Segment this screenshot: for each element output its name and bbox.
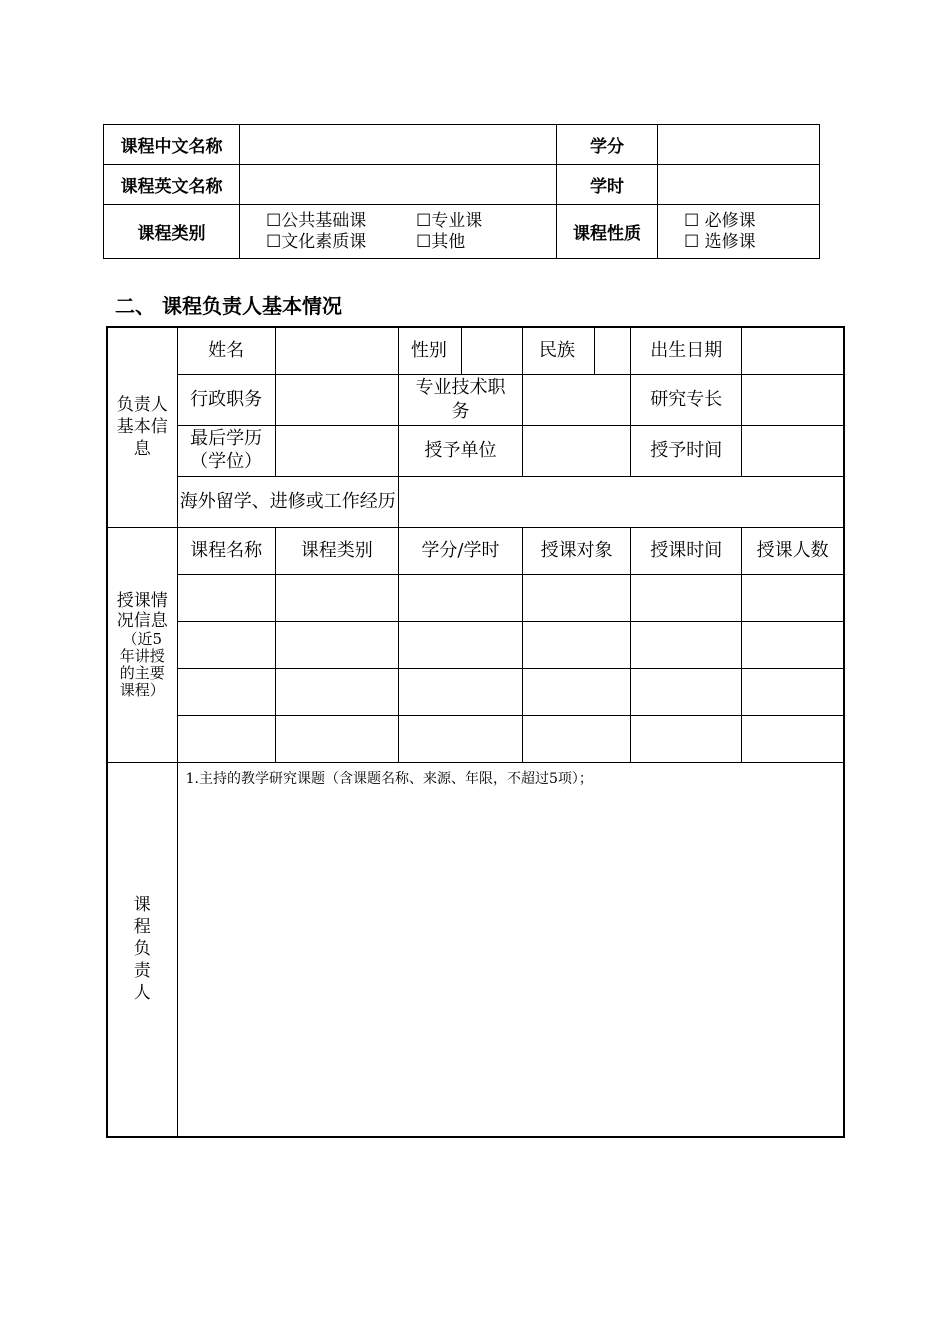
table-row bbox=[107, 715, 844, 762]
table-cell[interactable] bbox=[523, 621, 631, 668]
teaching-info-label: 授课情况信息 （近5年讲授的主要课程） bbox=[107, 527, 177, 762]
table-cell[interactable] bbox=[275, 668, 398, 715]
gender-field[interactable] bbox=[461, 327, 522, 374]
cn-name-label: 课程中文名称 bbox=[104, 125, 240, 165]
cn-name-field[interactable] bbox=[240, 125, 557, 165]
basic-info-label: 负责人基本信息 bbox=[107, 327, 177, 527]
table-cell[interactable] bbox=[398, 715, 522, 762]
leader-label: 课程负责人 bbox=[107, 762, 177, 1137]
birth-label: 出生日期 bbox=[631, 327, 742, 374]
table-cell[interactable] bbox=[742, 668, 844, 715]
checkbox-elective[interactable]: ☐ 选修课 bbox=[684, 231, 756, 252]
checkbox-culture[interactable]: ☐文化素质课 bbox=[266, 231, 367, 252]
table-cell[interactable] bbox=[177, 668, 275, 715]
grant-unit-label: 授予单位 bbox=[398, 425, 522, 476]
table-cell[interactable] bbox=[398, 621, 522, 668]
credit-field[interactable] bbox=[658, 125, 820, 165]
table-cell[interactable] bbox=[631, 668, 742, 715]
en-name-label: 课程英文名称 bbox=[104, 165, 240, 205]
header-course-type: 课程类别 bbox=[275, 527, 398, 574]
grant-time-label: 授予时间 bbox=[631, 425, 742, 476]
table-row bbox=[107, 621, 844, 668]
admin-post-field[interactable] bbox=[275, 374, 398, 425]
table-cell[interactable] bbox=[523, 574, 631, 621]
table-cell[interactable] bbox=[398, 668, 522, 715]
hours-label: 学时 bbox=[557, 165, 658, 205]
grant-unit-field[interactable] bbox=[523, 425, 631, 476]
checkbox-required[interactable]: ☐ 必修课 bbox=[684, 210, 756, 231]
table-cell[interactable] bbox=[523, 715, 631, 762]
degree-field[interactable] bbox=[275, 425, 398, 476]
title-field[interactable] bbox=[523, 374, 631, 425]
specialty-field[interactable] bbox=[742, 374, 844, 425]
table-cell[interactable] bbox=[523, 668, 631, 715]
header-credit-hours: 学分/学时 bbox=[398, 527, 522, 574]
category-label: 课程类别 bbox=[104, 205, 240, 259]
header-course-name: 课程名称 bbox=[177, 527, 275, 574]
credit-label: 学分 bbox=[557, 125, 658, 165]
category-options bbox=[240, 205, 557, 259]
title-label: 专业技术职务 bbox=[398, 374, 522, 425]
section-title: 二、 课程负责人基本情况 bbox=[115, 294, 342, 318]
table-cell[interactable] bbox=[631, 715, 742, 762]
table-cell[interactable] bbox=[275, 715, 398, 762]
en-name-field[interactable] bbox=[240, 165, 557, 205]
checkbox-public-basic[interactable]: ☐公共基础课 bbox=[266, 210, 367, 231]
table-row bbox=[107, 668, 844, 715]
name-field[interactable] bbox=[275, 327, 398, 374]
specialty-label: 研究专长 bbox=[631, 374, 742, 425]
course-info-table bbox=[103, 124, 820, 259]
overseas-field[interactable] bbox=[398, 476, 844, 527]
overseas-label: 海外留学、进修或工作经历 bbox=[177, 476, 398, 527]
nature-options bbox=[658, 205, 820, 259]
hours-field[interactable] bbox=[658, 165, 820, 205]
checkbox-major[interactable]: ☐专业课 bbox=[416, 210, 483, 231]
research-projects-field[interactable] bbox=[177, 762, 844, 1137]
table-cell[interactable] bbox=[742, 621, 844, 668]
table-cell[interactable] bbox=[398, 574, 522, 621]
name-label: 姓名 bbox=[177, 327, 275, 374]
grant-time-field[interactable] bbox=[742, 425, 844, 476]
table-row bbox=[107, 574, 844, 621]
ethnicity-field[interactable] bbox=[595, 327, 631, 374]
checkbox-other[interactable]: ☐其他 bbox=[416, 231, 466, 252]
ethnicity-label: 民族 bbox=[523, 327, 595, 374]
table-cell[interactable] bbox=[275, 574, 398, 621]
table-cell[interactable] bbox=[742, 715, 844, 762]
gender-label: 性别 bbox=[398, 327, 461, 374]
nature-label: 课程性质 bbox=[557, 205, 658, 259]
table-cell[interactable] bbox=[177, 715, 275, 762]
table-cell[interactable] bbox=[275, 621, 398, 668]
admin-post-label: 行政职务 bbox=[177, 374, 275, 425]
header-student-count: 授课人数 bbox=[742, 527, 844, 574]
birth-field[interactable] bbox=[742, 327, 844, 374]
table-cell[interactable] bbox=[631, 621, 742, 668]
degree-label: 最后学历（学位） bbox=[177, 425, 275, 476]
header-audience: 授课对象 bbox=[523, 527, 631, 574]
research-prompt: 1.主持的教学研究课题（含课题名称、来源、年限，不超过5项）； bbox=[185, 770, 593, 787]
table-cell[interactable] bbox=[177, 574, 275, 621]
table-cell[interactable] bbox=[742, 574, 844, 621]
table-cell[interactable] bbox=[177, 621, 275, 668]
leader-info-table bbox=[106, 326, 845, 1138]
table-cell[interactable] bbox=[631, 574, 742, 621]
header-teaching-time: 授课时间 bbox=[631, 527, 742, 574]
